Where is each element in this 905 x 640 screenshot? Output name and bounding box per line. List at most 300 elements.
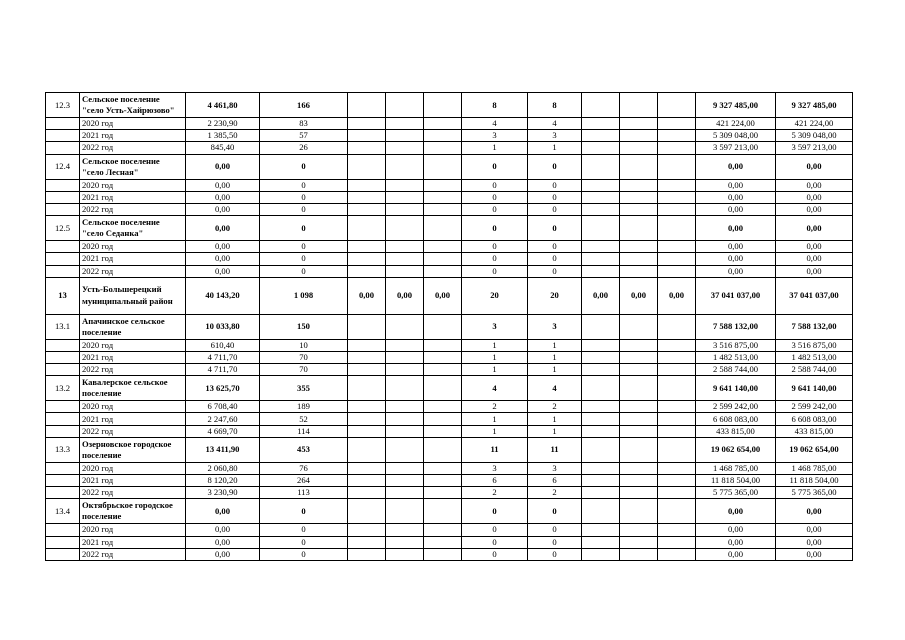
value-col-13: 0,00 [696,499,776,524]
value-col-12: 0,00 [658,277,696,314]
value-col-13: 0,00 [696,524,776,536]
value-col-4: 10 [260,339,348,351]
value-col-6 [386,524,424,536]
value-col-8: 0 [462,548,528,560]
value-col-8: 1 [462,351,528,363]
value-col-5 [348,524,386,536]
value-col-8: 3 [462,462,528,474]
value-col-14: 6 608 083,00 [776,413,853,425]
value-col-7 [424,364,462,376]
value-col-9: 3 [528,462,582,474]
value-col-9: 0 [528,216,582,241]
value-col-3: 0,00 [186,191,260,203]
value-col-9: 4 [528,118,582,130]
row-name: 2021 год [80,413,186,425]
table-body [46,93,853,561]
value-col-14: 0,00 [776,548,853,560]
value-col-9: 0 [528,499,582,524]
value-col-7 [424,203,462,215]
row-number [46,548,80,560]
value-col-14: 0,00 [776,253,853,265]
table-row [46,179,853,191]
row-name: Усть-Большерецкий муниципальный район [80,277,186,314]
value-col-10 [582,475,620,487]
row-number [46,425,80,437]
value-col-7 [424,93,462,118]
value-col-12 [658,425,696,437]
table-row [46,376,853,401]
value-col-3: 0,00 [186,241,260,253]
value-col-6 [386,118,424,130]
value-col-4: 70 [260,364,348,376]
value-col-9: 0 [528,253,582,265]
value-col-12 [658,437,696,462]
value-col-5 [348,142,386,154]
value-col-13: 9 641 140,00 [696,376,776,401]
value-col-13: 37 041 037,00 [696,277,776,314]
row-number [46,179,80,191]
row-number [46,203,80,215]
value-col-3: 0,00 [186,524,260,536]
value-col-9: 2 [528,401,582,413]
value-col-12 [658,351,696,363]
value-col-8: 3 [462,130,528,142]
value-col-9: 11 [528,437,582,462]
value-col-8: 0 [462,203,528,215]
value-col-13: 0,00 [696,265,776,277]
table-row [46,487,853,499]
value-col-6 [386,339,424,351]
table-row [46,191,853,203]
value-col-13: 0,00 [696,253,776,265]
value-col-7 [424,118,462,130]
value-col-4: 52 [260,413,348,425]
value-col-11 [620,93,658,118]
value-col-4: 355 [260,376,348,401]
value-col-4: 57 [260,130,348,142]
row-number: 13.3 [46,437,80,462]
value-col-12 [658,142,696,154]
value-col-4: 189 [260,401,348,413]
value-col-8: 1 [462,339,528,351]
value-col-6 [386,487,424,499]
value-col-11 [620,118,658,130]
value-col-12 [658,536,696,548]
value-col-3: 0,00 [186,179,260,191]
row-number: 13 [46,277,80,314]
value-col-7 [424,487,462,499]
value-col-12 [658,475,696,487]
value-col-14: 1 468 785,00 [776,462,853,474]
row-number [46,475,80,487]
value-col-12 [658,191,696,203]
table-row [46,548,853,560]
value-col-5 [348,376,386,401]
value-col-13: 433 815,00 [696,425,776,437]
value-col-8: 11 [462,437,528,462]
value-col-14: 0,00 [776,536,853,548]
value-col-7 [424,179,462,191]
value-col-10 [582,401,620,413]
value-col-9: 1 [528,142,582,154]
value-col-10 [582,265,620,277]
value-col-3: 0,00 [186,499,260,524]
value-col-11 [620,499,658,524]
value-col-10: 0,00 [582,277,620,314]
data-table [45,92,853,561]
row-number [46,142,80,154]
value-col-6 [386,364,424,376]
value-col-14: 37 041 037,00 [776,277,853,314]
value-col-14: 3 597 213,00 [776,142,853,154]
value-col-6 [386,191,424,203]
value-col-12 [658,462,696,474]
value-col-3: 0,00 [186,203,260,215]
value-col-6 [386,241,424,253]
row-name: Сельское поселение "село Лесная" [80,154,186,179]
row-name: Сельское поселение "село Седанка" [80,216,186,241]
value-col-14: 5 309 048,00 [776,130,853,142]
value-col-9: 20 [528,277,582,314]
value-col-5 [348,130,386,142]
value-col-9: 1 [528,425,582,437]
value-col-8: 1 [462,364,528,376]
row-number [46,524,80,536]
value-col-14: 0,00 [776,154,853,179]
row-number [46,118,80,130]
value-col-6 [386,401,424,413]
value-col-10 [582,179,620,191]
row-number [46,401,80,413]
value-col-13: 19 062 654,00 [696,437,776,462]
table-row [46,413,853,425]
row-name: 2022 год [80,142,186,154]
value-col-12 [658,487,696,499]
value-col-6 [386,425,424,437]
value-col-4: 0 [260,203,348,215]
row-name: 2020 год [80,118,186,130]
value-col-14: 433 815,00 [776,425,853,437]
value-col-4: 166 [260,93,348,118]
value-col-11 [620,413,658,425]
value-col-8: 0 [462,536,528,548]
value-col-7 [424,475,462,487]
value-col-6 [386,475,424,487]
value-col-6 [386,253,424,265]
value-col-8: 0 [462,499,528,524]
value-col-10 [582,216,620,241]
table-row [46,499,853,524]
value-col-6 [386,179,424,191]
value-col-14: 0,00 [776,524,853,536]
row-number [46,253,80,265]
value-col-9: 1 [528,364,582,376]
value-col-13: 5 775 365,00 [696,487,776,499]
value-col-4: 83 [260,118,348,130]
value-col-3: 4 669,70 [186,425,260,437]
value-col-6 [386,265,424,277]
value-col-13: 6 608 083,00 [696,413,776,425]
value-col-13: 0,00 [696,241,776,253]
value-col-9: 3 [528,314,582,339]
value-col-11 [620,376,658,401]
value-col-7 [424,142,462,154]
value-col-5 [348,437,386,462]
value-col-5 [348,351,386,363]
value-col-7 [424,241,462,253]
value-col-3: 0,00 [186,265,260,277]
value-col-6 [386,548,424,560]
row-name: Апачинское сельское поселение [80,314,186,339]
row-number [46,536,80,548]
value-col-9: 0 [528,179,582,191]
value-col-14: 0,00 [776,203,853,215]
value-col-7 [424,499,462,524]
row-name: Озерновское городское поселение [80,437,186,462]
table-row [46,462,853,474]
value-col-7 [424,314,462,339]
table-row [46,130,853,142]
value-col-13: 0,00 [696,216,776,241]
value-col-5 [348,154,386,179]
value-col-7 [424,425,462,437]
value-col-3: 10 033,80 [186,314,260,339]
value-col-10 [582,376,620,401]
value-col-6: 0,00 [386,277,424,314]
row-name: 2022 год [80,487,186,499]
value-col-7 [424,524,462,536]
table-row [46,253,853,265]
value-col-11 [620,179,658,191]
table-row [46,351,853,363]
row-name: 2021 год [80,475,186,487]
value-col-12 [658,376,696,401]
value-col-10 [582,142,620,154]
table-row [46,265,853,277]
value-col-10 [582,499,620,524]
value-col-13: 2 588 744,00 [696,364,776,376]
value-col-9: 8 [528,93,582,118]
value-col-8: 2 [462,487,528,499]
row-name: 2020 год [80,241,186,253]
value-col-11 [620,130,658,142]
value-col-11 [620,487,658,499]
value-col-9: 6 [528,475,582,487]
value-col-9: 0 [528,241,582,253]
value-col-14: 5 775 365,00 [776,487,853,499]
value-col-8: 0 [462,216,528,241]
value-col-3: 2 247,60 [186,413,260,425]
value-col-9: 4 [528,376,582,401]
row-name: 2020 год [80,179,186,191]
table-row [46,314,853,339]
value-col-4: 0 [260,191,348,203]
value-col-13: 0,00 [696,203,776,215]
row-name: 2021 год [80,351,186,363]
value-col-14: 0,00 [776,265,853,277]
value-col-3: 2 060,80 [186,462,260,474]
value-col-13: 1 482 513,00 [696,351,776,363]
value-col-10 [582,462,620,474]
value-col-6 [386,376,424,401]
value-col-7 [424,413,462,425]
table-row [46,425,853,437]
value-col-7 [424,462,462,474]
value-col-4: 453 [260,437,348,462]
value-col-13: 0,00 [696,548,776,560]
value-col-8: 1 [462,413,528,425]
value-col-5 [348,548,386,560]
value-col-14: 0,00 [776,191,853,203]
table-row [46,524,853,536]
value-col-14: 0,00 [776,499,853,524]
value-col-10 [582,487,620,499]
value-col-6 [386,437,424,462]
value-col-13: 0,00 [696,154,776,179]
value-col-14: 9 327 485,00 [776,93,853,118]
value-col-5 [348,364,386,376]
value-col-3: 4 711,70 [186,351,260,363]
row-number [46,487,80,499]
value-col-13: 11 818 504,00 [696,475,776,487]
row-name: 2021 год [80,536,186,548]
row-name: 2022 год [80,364,186,376]
row-name: 2022 год [80,203,186,215]
value-col-9: 0 [528,265,582,277]
table-row [46,241,853,253]
value-col-13: 0,00 [696,536,776,548]
value-col-14: 421 224,00 [776,118,853,130]
value-col-10 [582,154,620,179]
value-col-8: 0 [462,253,528,265]
row-name: 2022 год [80,548,186,560]
value-col-11: 0,00 [620,277,658,314]
row-name: Кавалерское сельское поселение [80,376,186,401]
value-col-5 [348,339,386,351]
value-col-6 [386,314,424,339]
value-col-7 [424,548,462,560]
row-name: 2022 год [80,425,186,437]
value-col-11 [620,216,658,241]
value-col-5 [348,401,386,413]
value-col-6 [386,216,424,241]
value-col-5 [348,253,386,265]
table-row [46,364,853,376]
value-col-5 [348,462,386,474]
value-col-5 [348,179,386,191]
value-col-6 [386,499,424,524]
value-col-3: 610,40 [186,339,260,351]
value-col-9: 0 [528,203,582,215]
value-col-10 [582,413,620,425]
value-col-5 [348,265,386,277]
value-col-12 [658,413,696,425]
value-col-8: 0 [462,241,528,253]
value-col-5 [348,413,386,425]
value-col-12 [658,179,696,191]
value-col-11 [620,437,658,462]
value-col-14: 2 588 744,00 [776,364,853,376]
value-col-6 [386,413,424,425]
value-col-12 [658,118,696,130]
value-col-4: 26 [260,142,348,154]
value-col-8: 1 [462,142,528,154]
value-col-14: 0,00 [776,216,853,241]
value-col-3: 0,00 [186,253,260,265]
value-col-5 [348,475,386,487]
value-col-4: 150 [260,314,348,339]
value-col-14: 3 516 875,00 [776,339,853,351]
table-row [46,401,853,413]
value-col-6 [386,536,424,548]
value-col-11 [620,154,658,179]
value-col-6 [386,203,424,215]
value-col-4: 0 [260,499,348,524]
value-col-6 [386,142,424,154]
value-col-11 [620,191,658,203]
table-row [46,475,853,487]
row-name: 2021 год [80,253,186,265]
value-col-13: 5 309 048,00 [696,130,776,142]
value-col-10 [582,203,620,215]
value-col-9: 0 [528,548,582,560]
row-number [46,364,80,376]
value-col-10 [582,548,620,560]
table-row [46,203,853,215]
value-col-8: 0 [462,524,528,536]
value-col-9: 0 [528,154,582,179]
value-col-11 [620,142,658,154]
value-col-4: 70 [260,351,348,363]
table-row [46,437,853,462]
value-col-4: 0 [260,265,348,277]
value-col-6 [386,93,424,118]
row-name: 2022 год [80,265,186,277]
value-col-4: 0 [260,216,348,241]
value-col-9: 1 [528,413,582,425]
value-col-10 [582,314,620,339]
value-col-8: 0 [462,179,528,191]
value-col-14: 2 599 242,00 [776,401,853,413]
value-col-8: 4 [462,118,528,130]
value-col-14: 0,00 [776,179,853,191]
value-col-4: 0 [260,524,348,536]
value-col-4: 0 [260,154,348,179]
value-col-5 [348,314,386,339]
value-col-5 [348,191,386,203]
value-col-3: 1 385,50 [186,130,260,142]
value-col-8: 6 [462,475,528,487]
value-col-8: 4 [462,376,528,401]
value-col-11 [620,339,658,351]
value-col-9: 3 [528,130,582,142]
value-col-12 [658,364,696,376]
value-col-12 [658,93,696,118]
value-col-3: 13 625,70 [186,376,260,401]
value-col-3: 0,00 [186,536,260,548]
value-col-11 [620,524,658,536]
value-col-9: 1 [528,351,582,363]
table-row [46,93,853,118]
value-col-5: 0,00 [348,277,386,314]
value-col-13: 0,00 [696,179,776,191]
value-col-7 [424,191,462,203]
value-col-12 [658,265,696,277]
row-number [46,241,80,253]
value-col-6 [386,154,424,179]
value-col-3: 2 230,90 [186,118,260,130]
value-col-8: 0 [462,265,528,277]
